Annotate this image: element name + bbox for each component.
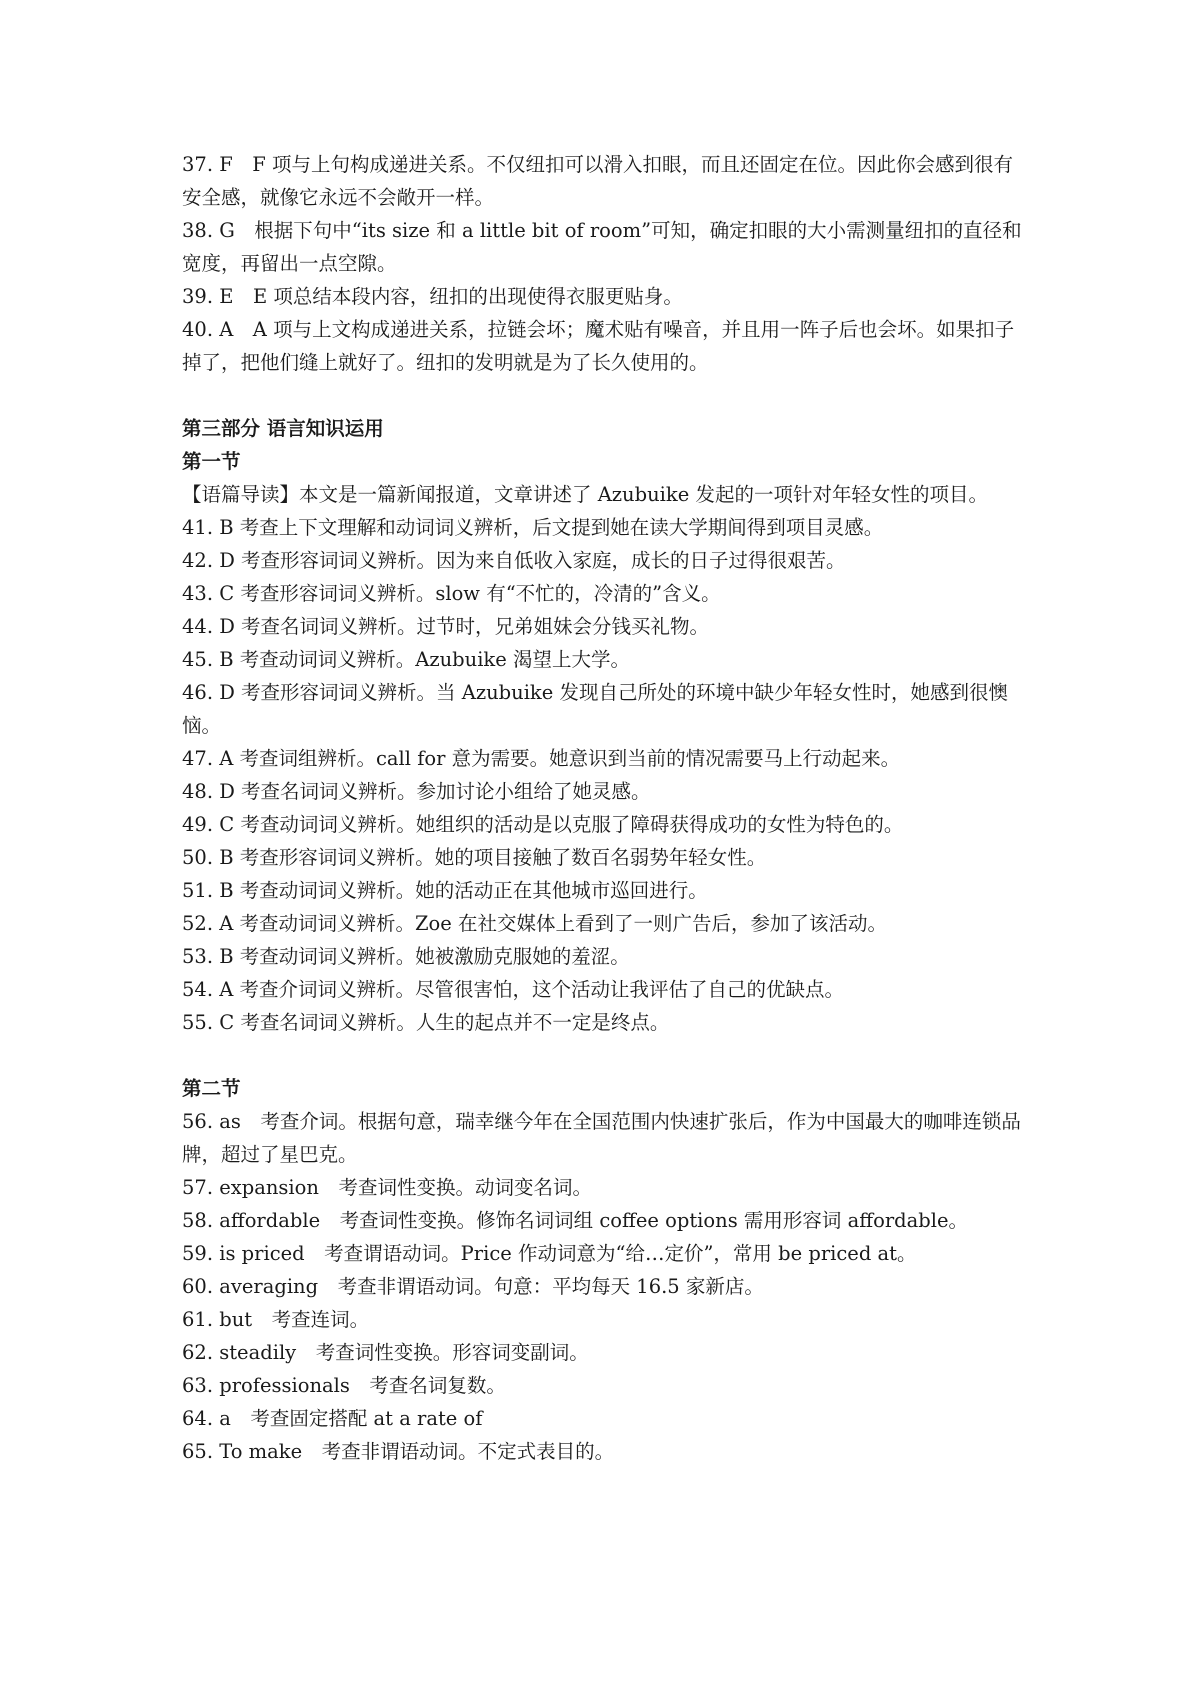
answer-47: 47. A 考查词组辨析。call for 意为需要。她意识到当前的情况需要马上行动起来。 xyxy=(182,747,901,770)
answer-55: 55. C 考查名词词义辨析。人生的起点并不一定是终点。 xyxy=(182,1011,670,1034)
answer-54: 54. A 考查介词词义辨析。尽管很害怕，这个活动让我评估了自己的优缺点。 xyxy=(182,978,844,1001)
answer-48: 48. D 考查名词词义辨析。参加讨论小组给了她灵感。 xyxy=(182,780,651,803)
section2-title: 第二节 xyxy=(182,1077,241,1100)
answer-44: 44. D 考查名词词义辨析。过节时，兄弟姐妹会分钱买礼物。 xyxy=(182,615,710,638)
answer-42: 42. D 考查形容词词义辨析。因为来自低收入家庭，成长的日子过得很艰苦。 xyxy=(182,549,846,572)
answer-50: 50. B 考查形容词词义辨析。她的项目接触了数百名弱势年轻女性。 xyxy=(182,846,767,869)
answer-61: 61. but 考查连词。 xyxy=(182,1308,370,1331)
passage-intro: 【语篇导读】本文是一篇新闻报道，文章讲述了 Azubuike 发起的一项针对年轻女性的项目。 xyxy=(182,483,988,506)
part3-title: 第三部分 语言知识运用 xyxy=(182,417,384,440)
answer-60: 60. averaging 考查非谓语动词。句意：平均每天 16.5 家新店。 xyxy=(182,1275,764,1298)
section-spacer xyxy=(182,379,1022,412)
answer-39: 39. E E 项总结本段内容，纽扣的出现使得衣服更贴身。 xyxy=(182,285,683,308)
answer-65: 65. To make 考查非谓语动词。不定式表目的。 xyxy=(182,1440,615,1463)
answer-41: 41. B 考查上下文理解和动词词义辨析，后文提到她在读大学期间得到项目灵感。 xyxy=(182,516,884,539)
section1-title: 第一节 xyxy=(182,450,241,473)
answer-51: 51. B 考查动词词义辨析。她的活动正在其他城市巡回进行。 xyxy=(182,879,708,902)
answer-63: 63. professionals 考查名词复数。 xyxy=(182,1374,506,1397)
answer-53: 53. B 考查动词词义辨析。她被激励克服她的羞涩。 xyxy=(182,945,630,968)
answer-49: 49. C 考查动词词义辨析。她组织的活动是以克服了障碍获得成功的女性为特色的。 xyxy=(182,813,904,836)
answer-52: 52. A 考查动词词义辨析。Zoe 在社交媒体上看到了一则广告后，参加了该活动。 xyxy=(182,912,888,935)
answer-57: 57. expansion 考查词性变换。动词变名词。 xyxy=(182,1176,592,1199)
answer-46: 46. D 考查形容词词义辨析。当 Azubuike 发现自己所处的环境中缺少年轻女性时，她感到很懊恼。 xyxy=(182,681,1008,737)
answer-56: 56. as 考查介词。根据句意，瑞幸继今年在全国范围内快速扩张后，作为中国最大的咖啡连锁品牌，超过了星巴克。 xyxy=(182,1110,1021,1166)
answer-62: 62. steadily 考查词性变换。形容词变副词。 xyxy=(182,1341,589,1364)
answer-59: 59. is priced 考查谓语动词。Price 作动词意为“给…定价”，常用 be priced at。 xyxy=(182,1242,917,1265)
answer-64: 64. a 考查固定搭配 at a rate of xyxy=(182,1407,483,1430)
answer-43: 43. C 考查形容词词义辨析。slow 有“不忙的，冷清的”含义。 xyxy=(182,582,721,605)
answer-key-page xyxy=(182,148,1022,1468)
section-spacer xyxy=(182,1039,1022,1072)
answer-40: 40. A A 项与上文构成递进关系，拉链会坏；魔术贴有噪音，并且用一阵子后也会坏。如果扣子掉了，把他们缝上就好了。纽扣的发明就是为了长久使用的。 xyxy=(182,318,1015,374)
answer-45: 45. B 考查动词词义辨析。Azubuike 渴望上大学。 xyxy=(182,648,630,671)
answer-38: 38. G 根据下句中“its size 和 a little bit of room”可知，确定扣眼的大小需测量纽扣的直径和宽度，再留出一点空隙。 xyxy=(182,219,1022,275)
answer-58: 58. affordable 考查词性变换。修饰名词词组 coffee options 需用形容词 affordable。 xyxy=(182,1209,969,1232)
answer-37: 37. F F 项与上句构成递进关系。不仅纽扣可以滑入扣眼，而且还固定在位。因此你会感到很有安全感，就像它永远不会敞开一样。 xyxy=(182,153,1013,209)
